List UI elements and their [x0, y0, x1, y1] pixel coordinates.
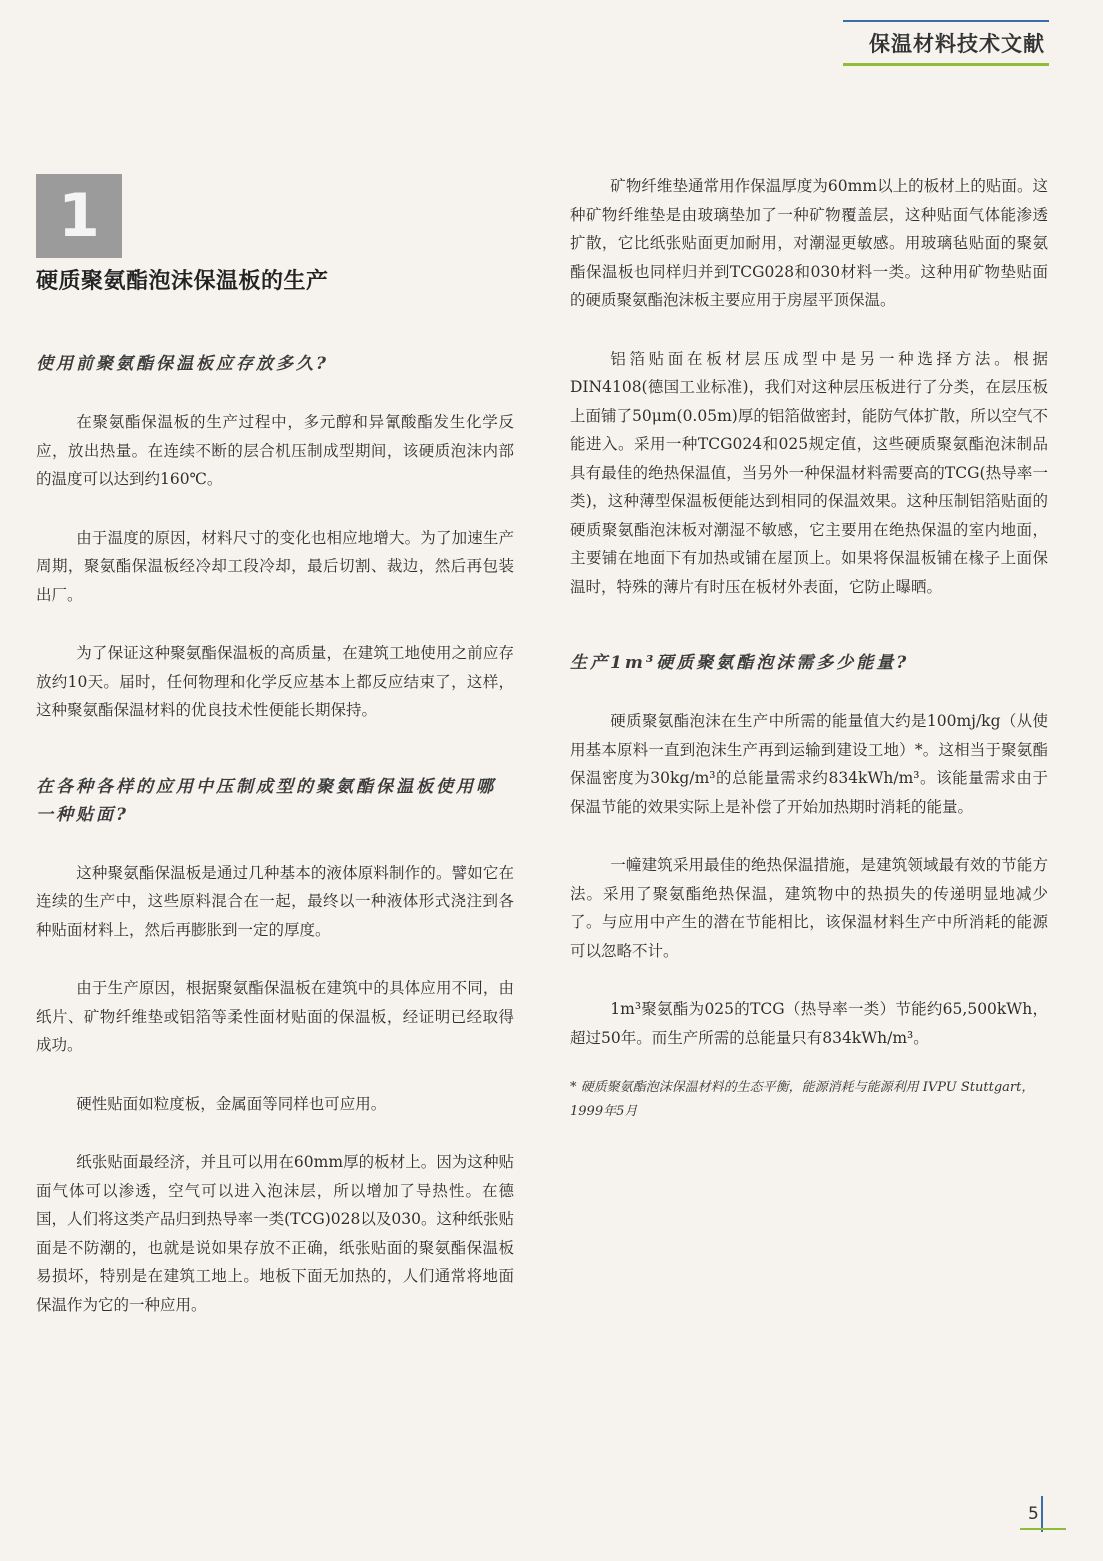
left-column [36, 350, 514, 1319]
page-number-rule [1041, 1496, 1043, 1532]
footnote: * 硬质聚氨酯泡沫保温材料的生态平衡，能源消耗与能源利用 IVPU Stuttgart，1999年5月 [570, 1080, 1035, 1119]
paragraph: 1m³聚氨酯为025的TCG（热导率一类）节能约65,500kWh，超过50年。而生产所需的总能量只有834kWh/m³。 [570, 1000, 1048, 1047]
page-number: 5 [1028, 1504, 1039, 1524]
paragraph: 在聚氨酯保温板的生产过程中，多元醇和异氰酸酯发生化学反应，放出热量。在连续不断的层合机压制成型期间，该硬质泡沫内部的温度可以达到约160℃。 [36, 413, 514, 488]
right-column [570, 172, 1048, 1124]
paragraph: 这种聚氨酯保温板是通过几种基本的液体原料制作的。譬如它在连续的生产中，这些原料混合在一起，最终以一种液体形式浇注到各种贴面材料上，然后再膨胀到一定的厚度。 [36, 863, 514, 939]
paragraph: 由于生产原因，根据聚氨酯保温板在建筑中的具体应用不同，由纸片、矿物纤维垫或铝箔等柔性面材贴面的保温板，经证明已经取得成功。 [36, 979, 514, 1054]
paragraph: 由于温度的原因，材料尺寸的变化也相应地增大。为了加速生产周期，聚氨酯保温板经冷却工段冷却，最后切割、裁边，然后再包装出厂。 [36, 528, 514, 604]
paragraph: 硬性贴面如粒度板，金属面等同样也可应用。 [76, 1094, 387, 1113]
paragraph: 纸张贴面最经济，并且可以用在60mm厚的板材上。因为这种贴面气体可以渗透，空气可以进入泡沫层，所以增加了导热性。在德国，人们将这类产品归到热导率一类(TCG)028以及030。这种纸张贴面是不防潮的，也就是说如果存放不正确，纸张贴面的聚氨酯保温板易损坏，特别是在建筑工地上。地板下面无加热的，人们通常将地面保温作为它的一种应用。 [36, 1153, 514, 1314]
paragraph: 铝箔贴面在板材层压成型中是另一种选择方法。根据DIN4108(德国工业标准)，我们对这种层压板进行了分类，在层压板上面铺了50μm(0.05m)厚的铝箔做密封，能防气体扩散，所以空气不能进入。采用一种TCG024和025规定值，这些硬质聚氨酯泡沫制品具有最佳的绝热保温值，当另外一种保温材料需要高的TCG(热导率一类)，这种薄型保温板便能达到相同的保温效果。这种压制铝箔贴面的硬质聚氨酯泡沫板对潮湿不敏感，它主要用在绝热保温的室内地面，主要铺在地面下有加热或铺在屋顶上。如果将保温板铺在椽子上面保温时，特殊的薄片有时压在板材外表面，它防止曝晒。 [570, 349, 1048, 596]
paragraph: 一幢建筑采用最佳的绝热保温措施，是建筑领域最有效的节能方法。采用了聚氨酯绝热保温，建筑物中的热损失的传递明显地减少了。与应用中产生的潜在节能相比，该保温材料生产中所消耗的能源可以忽略不计。 [570, 856, 1048, 960]
question-heading-facing: 在各种各样的应用中压制成型的聚氨酯保温板使用哪一种贴面? [36, 776, 496, 825]
paragraph: 矿物纤维垫通常用作保温厚度为60mm以上的板材上的贴面。这种矿物纤维垫是由玻璃垫加了一种矿物覆盖层，这种贴面气体能渗透扩散，它比纸张贴面更加耐用，对潮湿更敏感。用玻璃毡贴面的聚氨酯保温板也同样归并到TCG028和030材料一类。这种用矿物垫贴面的硬质聚氨酯泡沫板主要应用于房屋平顶保温。 [570, 177, 1048, 309]
chapter-title: 硬质聚氨酯泡沫保温板的生产 [36, 269, 329, 294]
chapter-number: 1 [58, 181, 100, 251]
running-header-title: 保温材料技术文献 [869, 31, 1045, 56]
paragraph: 硬质聚氨酯泡沫在生产中所需的能量值大约是100mj/kg（从使用基本原料一直到泡沫生产再到运输到建设工地）*。这相当于聚氨酯保温密度为30kg/m³的总能量需求约834kWh/m³。该能量需求由于保温节能的效果实际上是补偿了开始加热期时消耗的能量。 [570, 712, 1048, 816]
question-heading-storage: 使用前聚氨酯保温板应存放多久? [36, 354, 329, 374]
question-heading-energy: 生产1m³硬质聚氨酯泡沫需多少能量? [570, 653, 910, 673]
chapter-number-box [36, 174, 122, 258]
running-header [843, 20, 1049, 66]
page-number-underline [1020, 1528, 1066, 1530]
paragraph: 为了保证这种聚氨酯保温板的高质量，在建筑工地使用之前应存放约10天。届时，任何物理和化学反应基本上都反应结束了，这样，这种聚氨酯保温材料的优良技术性便能长期保持。 [36, 644, 514, 719]
